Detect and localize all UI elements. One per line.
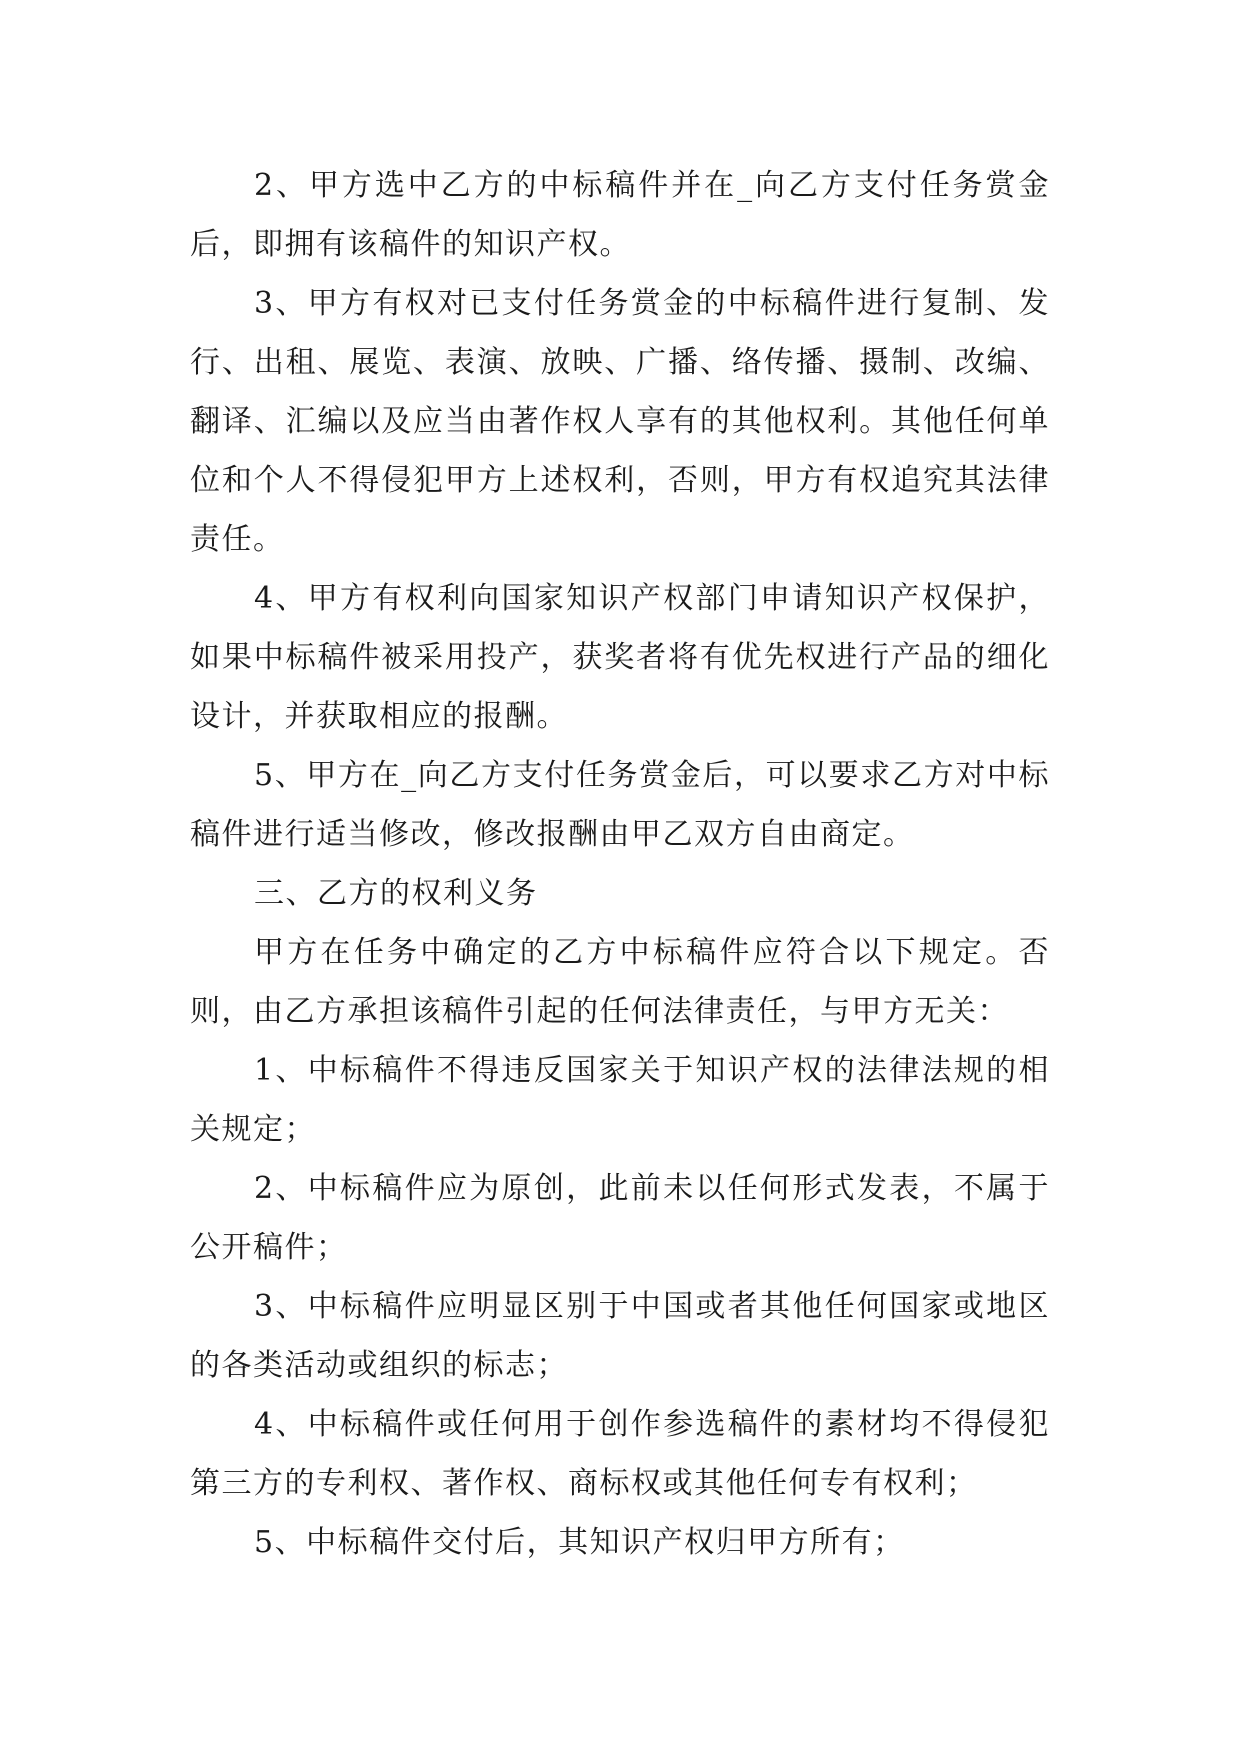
section-heading-party-b-rights: 三、乙方的权利义务 xyxy=(254,876,538,911)
paragraph-intro: 甲方在任务中确定的乙方中标稿件应符合以下规定。否则，由乙方承担该稿件引起的任何法律责任，与甲方无关： xyxy=(190,935,1050,1029)
paragraph-clause-3: 3、甲方有权对已支付任务赏金的中标稿件进行复制、发行、出租、展览、表演、放映、广播、络传播、摄制、改编、翻译、汇编以及应当由著作权人享有的其他权利。其他任何单位和个人不得侵犯甲方上述权利，否则，甲方有权追究其法律责任。 xyxy=(190,286,1050,557)
document-body xyxy=(190,156,1050,1572)
paragraph-clause-5: 5、甲方在_向乙方支付任务赏金后，可以要求乙方对中标稿件进行适当修改，修改报酬由甲乙双方自由商定。 xyxy=(190,758,1050,852)
paragraph-rule-3: 3、中标稿件应明显区别于中国或者其他任何国家或地区的各类活动或组织的标志； xyxy=(190,1289,1050,1383)
paragraph-rule-2: 2、中标稿件应为原创，此前未以任何形式发表，不属于公开稿件； xyxy=(190,1171,1050,1265)
paragraph-clause-2: 2、甲方选中乙方的中标稿件并在_向乙方支付任务赏金后，即拥有该稿件的知识产权。 xyxy=(190,168,1050,262)
paragraph-clause-4: 4、甲方有权利向国家知识产权部门申请知识产权保护，如果中标稿件被采用投产，获奖者将有优先权进行产品的细化设计，并获取相应的报酬。 xyxy=(190,581,1050,734)
paragraph-rule-1: 1、中标稿件不得违反国家关于知识产权的法律法规的相关规定； xyxy=(190,1053,1050,1147)
paragraph-rule-5: 5、中标稿件交付后，其知识产权归甲方所有； xyxy=(254,1525,905,1560)
paragraph-rule-4: 4、中标稿件或任何用于创作参选稿件的素材均不得侵犯第三方的专利权、著作权、商标权或其他任何专有权利； xyxy=(190,1407,1050,1501)
